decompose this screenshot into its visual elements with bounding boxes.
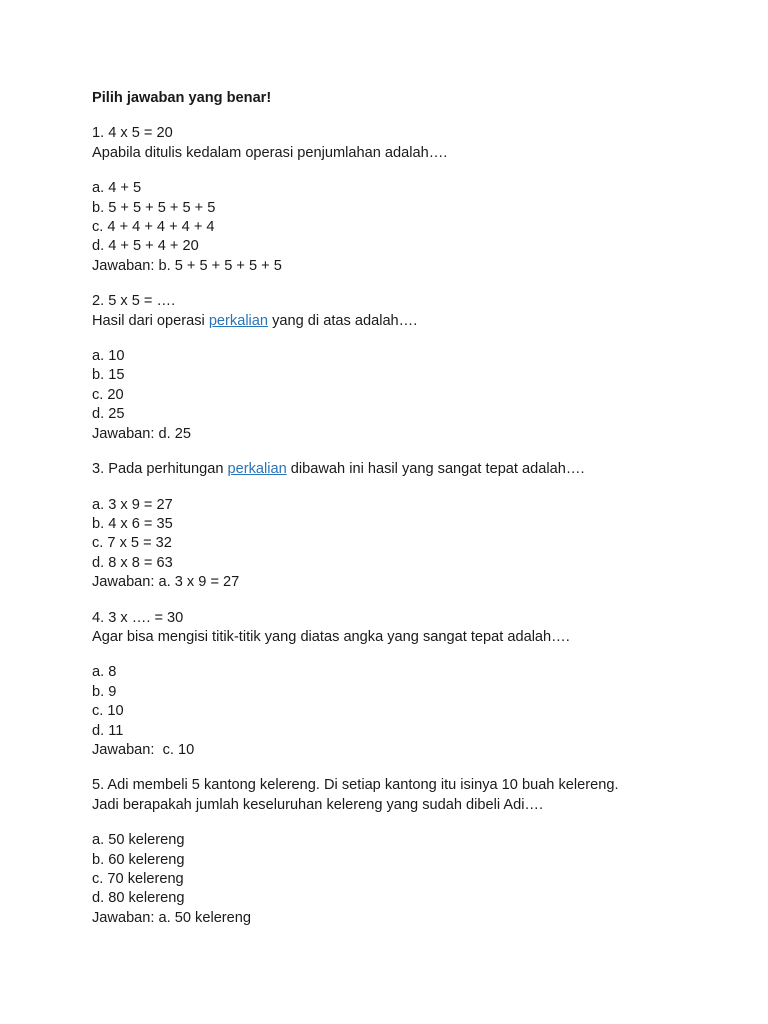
question-3-prompt-start: 3. Pada perhitungan xyxy=(92,461,228,478)
question-4 xyxy=(92,609,732,761)
question-2-prompt-end: yang di atas adalah…. xyxy=(268,312,418,329)
question-1-answer: Jawaban: b. 5 + 5 + 5 + 5 + 5 xyxy=(92,257,282,274)
question-3-option-a: a. 3 x 9 = 27 xyxy=(92,496,173,513)
question-4-option-a: a. 8 xyxy=(92,664,117,681)
question-5 xyxy=(92,776,732,928)
question-4-prompt: Agar bisa mengisi titik-titik yang diatas angka yang sangat tepat adalah…. xyxy=(92,628,570,645)
question-2-equation: 2. 5 x 5 = …. xyxy=(92,293,176,310)
question-3-answer: Jawaban: a. 3 x 9 = 27 xyxy=(92,574,240,591)
question-5-option-c: c. 70 kelereng xyxy=(92,871,184,887)
question-4-equation: 4. 3 x …. = 30 xyxy=(92,609,184,626)
question-4-option-b: b. 9 xyxy=(92,683,117,700)
question-1 xyxy=(92,124,732,276)
question-3 xyxy=(92,460,732,592)
document-page xyxy=(92,89,732,944)
question-4-option-c: c. 10 xyxy=(92,703,124,720)
question-5-option-d: d. 80 kelereng xyxy=(92,890,185,907)
question-3-prompt xyxy=(92,460,732,479)
question-5-answer: Jawaban: a. 50 kelereng xyxy=(92,909,252,926)
question-2-prompt xyxy=(92,312,732,331)
question-1-option-b: b. 5 + 5 + 5 + 5 + 5 xyxy=(92,199,216,216)
question-2-answer: Jawaban: d. 25 xyxy=(92,425,191,442)
perkalian-link[interactable]: perkalian xyxy=(227,461,287,478)
question-3-option-b: b. 4 x 6 = 35 xyxy=(92,515,173,532)
question-1-option-d: d. 4 + 5 + 4 + 20 xyxy=(92,238,199,255)
question-3-option-d: d. 8 x 8 = 63 xyxy=(92,554,173,571)
spacer xyxy=(92,163,732,179)
question-2 xyxy=(92,292,732,444)
spacer xyxy=(92,815,732,831)
question-5-option-a: a. 50 kelereng xyxy=(92,832,185,849)
question-1-equation: 1. 4 x 5 = 20 xyxy=(92,125,173,142)
question-2-option-b: b. 15 xyxy=(92,367,125,384)
question-2-option-a: a. 10 xyxy=(92,348,125,365)
question-3-prompt-end: dibawah ini hasil yang sangat tepat adalah…. xyxy=(286,461,585,478)
question-2-prompt-start: Hasil dari operasi xyxy=(92,312,209,329)
worksheet-heading: Pilih jawaban yang benar! xyxy=(92,90,272,106)
question-4-option-d: d. 11 xyxy=(92,722,124,739)
question-2-option-d: d. 25 xyxy=(92,406,125,423)
spacer xyxy=(92,331,732,347)
question-5-option-b: b. 60 kelereng xyxy=(92,851,185,868)
question-2-option-c: c. 20 xyxy=(92,386,124,403)
spacer xyxy=(92,480,732,496)
question-1-option-c: c. 4 + 4 + 4 + 4 + 4 xyxy=(92,219,215,236)
question-1-prompt: Apabila ditulis kedalam operasi penjumlahan adalah…. xyxy=(92,144,448,161)
spacer xyxy=(92,647,732,663)
question-1-option-a: a. 4 + 5 xyxy=(92,180,142,197)
question-4-answer: Jawaban: c. 10 xyxy=(92,741,195,758)
perkalian-link[interactable]: perkalian xyxy=(208,312,269,329)
question-5-prompt-line-1: 5. Adi membeli 5 kantong kelereng. Di setiap kantong itu isinya 10 buah kelereng. xyxy=(92,777,619,794)
question-3-option-c: c. 7 x 5 = 32 xyxy=(92,535,172,552)
question-5-prompt-line-2: Jadi berapakah jumlah keseluruhan kelereng yang sudah dibeli Adi…. xyxy=(92,796,544,813)
